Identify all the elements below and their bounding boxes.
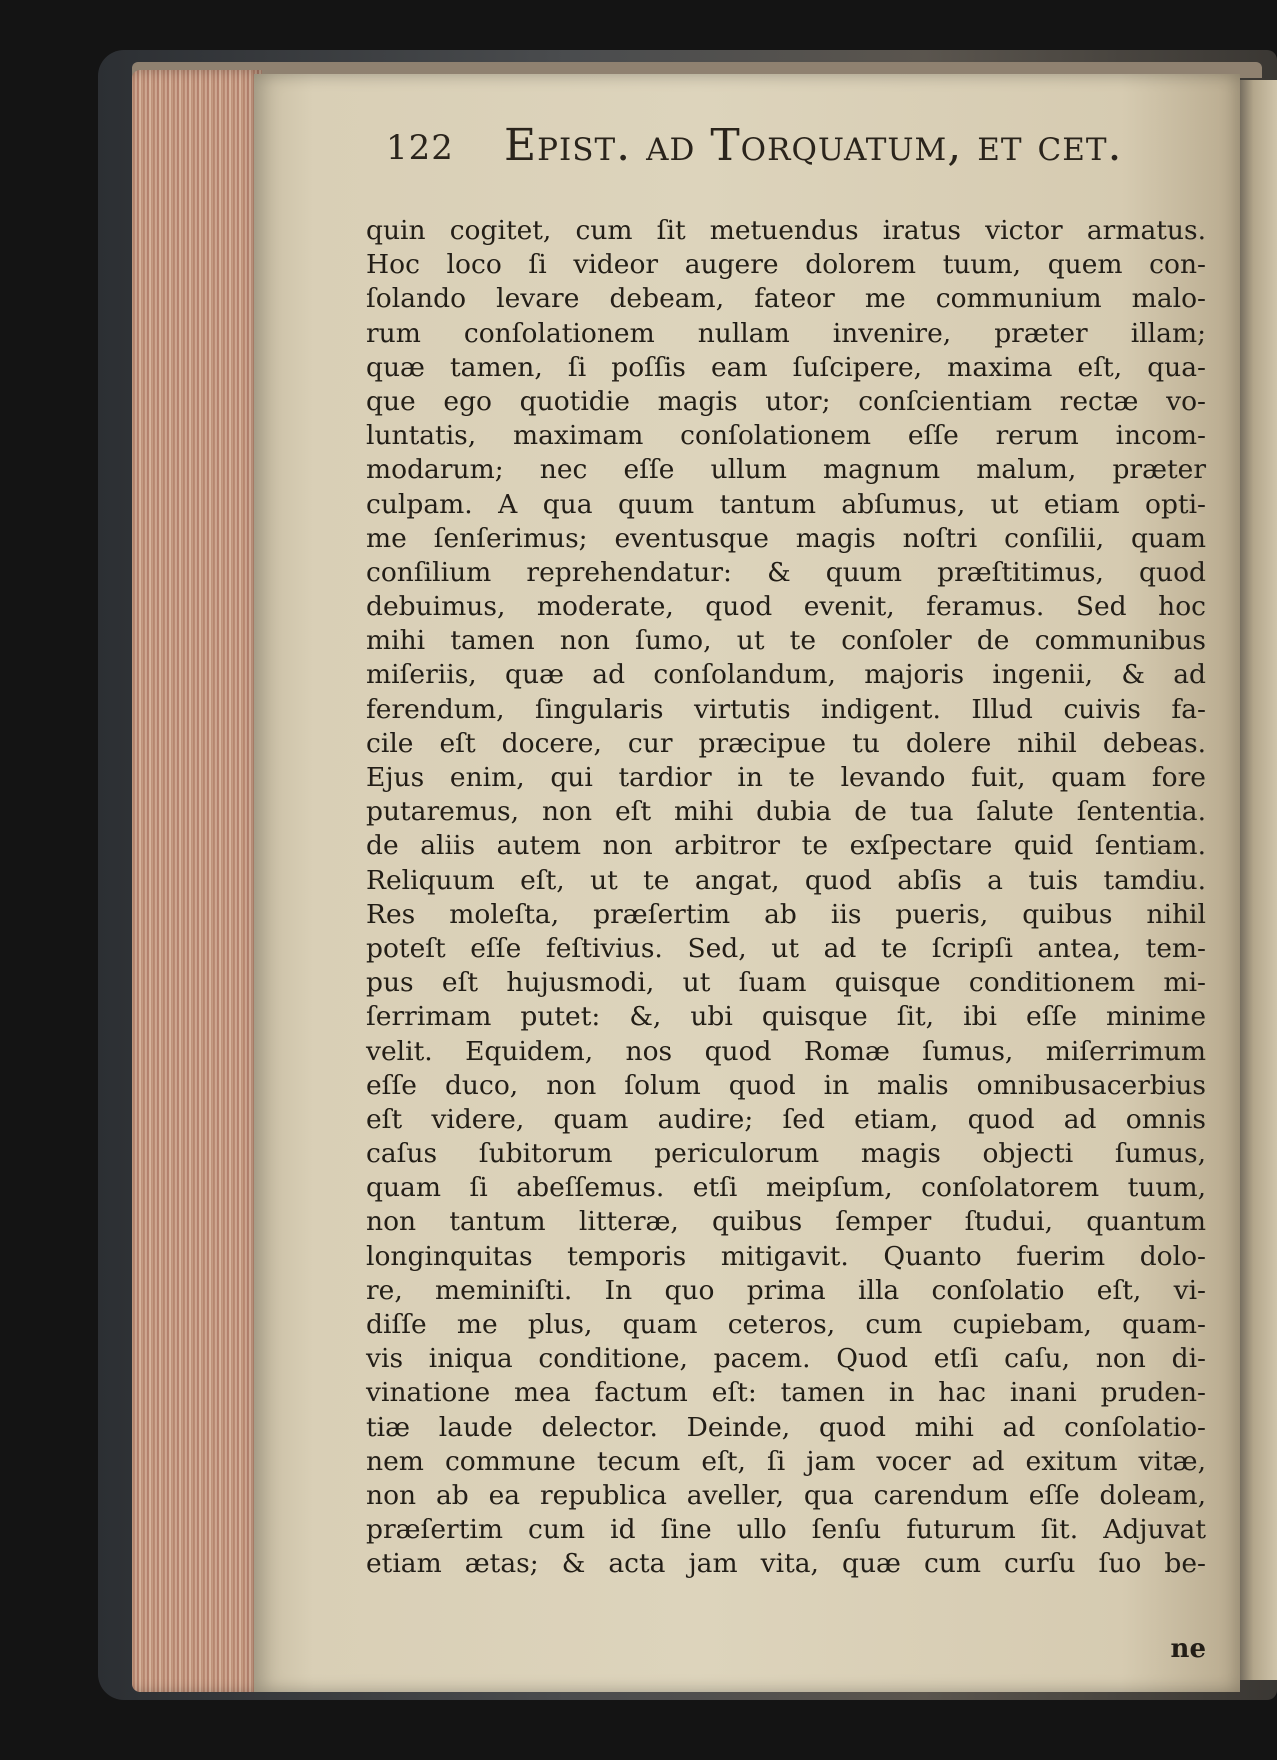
text-line: Res moleſta, præſertim ab iis pueris, quibus nihil — [366, 898, 1206, 930]
text-line: conſilium reprehendatur: & quum præſtitimus, quod — [366, 556, 1206, 588]
text-line: Hoc loco ſi videor augere dolorem tuum, quem con- — [366, 249, 1206, 281]
text-line: ſerrimam putet: &, ubi quisque ſit, ibi eſſe minime — [366, 1001, 1206, 1033]
text-line: de aliis autem non arbitror te exſpectare quid ſentiam. — [366, 830, 1206, 862]
running-head — [386, 118, 1246, 178]
text-line: luntatis, maximam conſolationem eſſe rerum incom- — [366, 420, 1206, 452]
text-line: pus eſt hujusmodi, ut ſuam quisque conditionem mi- — [366, 967, 1206, 999]
text-line: longinquitas temporis mitigavit. Quanto fuerim dolo- — [366, 1240, 1206, 1272]
text-line: me ſenſerimus; eventusque magis noſtri conſilii, quam — [366, 522, 1206, 554]
text-line: quin cogitet, cum ſit metuendus iratus victor armatus. — [366, 215, 1206, 246]
text-line: tiæ laude delector. Deinde, quod mihi ad conſolatio- — [366, 1411, 1206, 1443]
page-block-edges — [132, 70, 262, 1692]
text-line: ferendum, ſingularis virtutis indigent. Illud cuivis fa- — [366, 693, 1206, 725]
text-line: vis iniqua conditione, pacem. Quod etſi caſu, non di- — [366, 1343, 1206, 1375]
text-line: vinatione mea factum eſt: tamen in hac inani pruden- — [366, 1377, 1206, 1409]
text-line: cile eſt docere, cur præcipue tu dolere nihil debeas. — [366, 727, 1206, 759]
book-page — [254, 74, 1240, 1692]
text-line: ſolando levare debeam, fateor me communium malo- — [366, 283, 1206, 315]
text-line: quæ tamen, ſi poſſis eam ſuſcipere, maxima eſt, qua- — [366, 351, 1206, 383]
text-line: quam ſi abeſſemus. etſi meipſum, conſolatorem tuum, — [366, 1172, 1206, 1204]
page-number: 122 — [386, 128, 454, 168]
text-line: velit. Equidem, nos quod Romæ ſumus, miſerrimum — [366, 1035, 1206, 1067]
text-line: mihi tamen non ſumo, ut te conſoler de communibus — [366, 625, 1206, 657]
text-line: non tantum litteræ, quibus ſemper ſtudui, quantum — [366, 1206, 1206, 1238]
text-line: poteſt eſſe feſtivius. Sed, ut ad te ſcripſi antea, tem- — [366, 932, 1206, 964]
text-line: que ego quotidie magis utor; conſcientiam rectæ vo- — [366, 385, 1206, 417]
text-line: diſſe me plus, quam ceteros, cum cupiebam, quam- — [366, 1309, 1206, 1340]
text-line: miſeriis, quæ ad conſolandum, majoris ingenii, & ad — [366, 659, 1206, 691]
text-line: modarum; nec eſſe ullum magnum malum, præter — [366, 454, 1206, 486]
text-line: eſt videre, quam audire; ſed etiam, quod ad omnis — [366, 1103, 1206, 1135]
catchword: ne — [1170, 1634, 1206, 1664]
body-text — [366, 214, 1206, 1582]
facing-page-edge — [1238, 80, 1277, 1680]
text-line: Reliquum eſt, ut te angat, quod abſis a tuis tamdiu. — [366, 864, 1206, 896]
text-line: debuimus, moderate, quod evenit, feramus. Sed hoc — [366, 591, 1206, 623]
text-line: re, meminiſti. In quo prima illa conſolatio eſt, vi- — [366, 1274, 1206, 1306]
text-line: eſſe duco, non ſolum quod in malis omnibusacerbius — [366, 1069, 1206, 1101]
text-line: Ejus enim, qui tardior in te levando fuit, quam fore — [366, 762, 1206, 793]
text-line: culpam. A qua quum tantum abſumus, ut etiam opti- — [366, 488, 1206, 520]
text-line: rum conſolationem nullam invenire, præter illam; — [366, 317, 1206, 349]
text-line: caſus ſubitorum periculorum magis objecti ſumus, — [366, 1138, 1206, 1170]
text-line: non ab ea republica aveller, qua carendum eſſe doleam, — [366, 1479, 1206, 1511]
text-line: etiam ætas; & acta jam vita, quæ cum curſu ſuo be- — [366, 1548, 1206, 1580]
running-title: Epist. ad Torquatum, et cet. — [504, 120, 1123, 171]
text-line: nem commune tecum eſt, ſi jam vocer ad exitum vitæ, — [366, 1445, 1206, 1477]
text-line: præſertim cum id ſine ullo ſenſu futurum ſit. Adjuvat — [366, 1514, 1206, 1546]
text-line: putaremus, non eſt mihi dubia de tua ſalute ſententia. — [366, 796, 1206, 828]
